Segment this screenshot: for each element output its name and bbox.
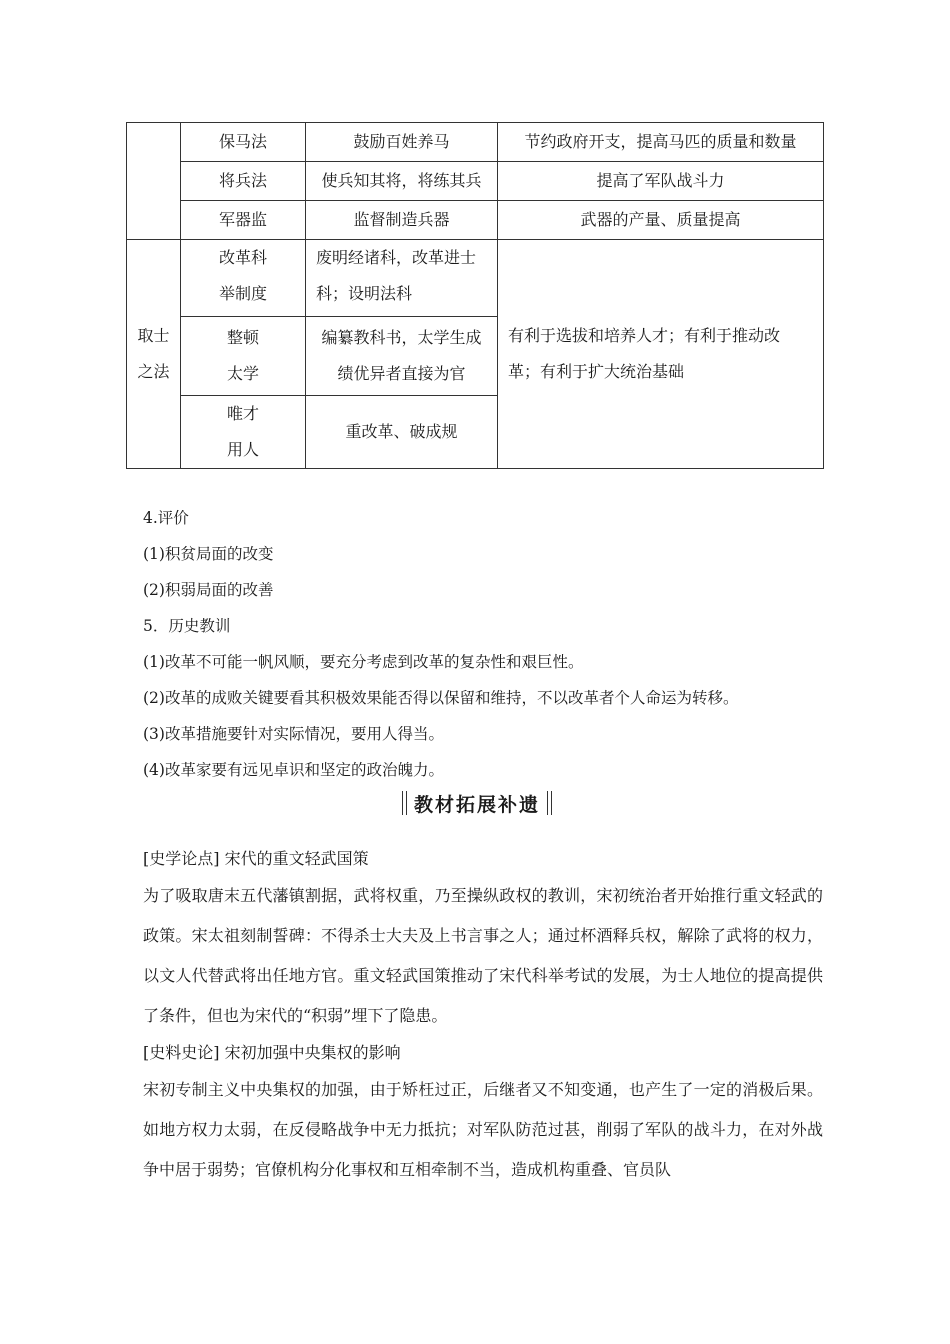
- measure-line: 唯才: [226, 404, 259, 423]
- group-cell-shi: [127, 240, 181, 469]
- table-row: [127, 201, 824, 240]
- banner-title: 教材拓展补遗: [413, 793, 540, 816]
- section-banner: [392, 788, 562, 818]
- measure-cell: 保马法: [181, 123, 306, 162]
- section-historical-material: [143, 1036, 823, 1190]
- banner-bar-left-icon: [402, 791, 407, 815]
- content-cell: 重改革、破成规: [306, 396, 498, 469]
- text-line: 5．历史教训: [143, 617, 231, 635]
- group-cell-military: [127, 123, 181, 240]
- measure-line: 太学: [226, 364, 259, 383]
- measure-line: 用人: [226, 440, 259, 459]
- content-cell: 鼓励百姓养马: [306, 123, 498, 162]
- section-paragraph: 宋初专制主义中央集权的加强，由于矫枉过正，后继者又不知变通，也产生了一定的消极后果。如地方权力太弱，在反侵略战争中无力抵抗；对军队防范过甚，削弱了军队的战斗力，在对外战争中居于弱势；官僚机构分化事权和互相牵制不当，造成机构重叠、官员队: [143, 1080, 823, 1179]
- effect-line: 革；有利于扩大统治基础: [508, 362, 685, 381]
- content-cell: [306, 240, 498, 317]
- section-heading: [史料史论] 宋初加强中央集权的影响: [143, 1043, 401, 1062]
- content-line: 科；设明法科: [316, 284, 413, 303]
- text-line: (2)改革的成败关键要看其积极效果能否得以保留和维持，不以改革者个人命运为转移。: [143, 689, 739, 707]
- measure-line: 改革科: [218, 248, 267, 267]
- content-cell: [306, 317, 498, 396]
- reform-measures-table: [126, 122, 824, 469]
- effect-cell-shi: [498, 240, 824, 469]
- content-cell: 监督制造兵器: [306, 201, 498, 240]
- content-line: 绩优异者直接为官: [337, 364, 466, 383]
- table-row: [127, 240, 824, 317]
- measure-line: 整顿: [226, 328, 259, 347]
- content-cell: 使兵知其将，将练其兵: [306, 162, 498, 201]
- text-line: (4)改革家要有远见卓识和坚定的政治魄力。: [143, 761, 444, 779]
- measure-cell: [181, 240, 306, 317]
- section-heading: [史学论点] 宋代的重文轻武国策: [143, 849, 369, 868]
- effect-cell: 武器的产量、质量提高: [498, 201, 824, 240]
- measure-line: 举制度: [218, 284, 267, 303]
- banner-bar-right-icon: [547, 791, 552, 815]
- measure-cell: [181, 396, 306, 469]
- text-line: (3)改革措施要针对实际情况，要用人得当。: [143, 725, 444, 743]
- text-line: (2)积弱局面的改善: [143, 581, 274, 599]
- evaluation-and-lessons: [143, 500, 823, 788]
- text-line: (1)改革不可能一帆风顺，要充分考虑到改革的复杂性和艰巨性。: [143, 653, 584, 671]
- measure-cell: [181, 317, 306, 396]
- effect-cell: 提高了军队战斗力: [498, 162, 824, 201]
- text-line: (1)积贫局面的改变: [143, 545, 274, 563]
- table-row: [127, 162, 824, 201]
- effect-cell: 节约政府开支，提高马匹的质量和数量: [498, 123, 824, 162]
- content-line: 废明经诸科，改革进士: [316, 248, 477, 267]
- table-row: [127, 123, 824, 162]
- group-label-line: 之法: [137, 362, 170, 381]
- measure-cell: 将兵法: [181, 162, 306, 201]
- text-line: 4.评价: [143, 509, 189, 527]
- section-historical-viewpoint: [143, 842, 823, 1036]
- effect-line: 有利于选拔和培养人才；有利于推动改: [508, 326, 781, 345]
- content-line: 编纂教科书，太学生成: [321, 328, 482, 347]
- group-label-line: 取士: [137, 326, 170, 345]
- measure-cell: 军器监: [181, 201, 306, 240]
- section-paragraph: 为了吸取唐末五代藩镇割据，武将权重，乃至操纵政权的教训，宋初统治者开始推行重文轻武的政策。宋太祖刻制誓碑：不得杀士大夫及上书言事之人；通过杯酒释兵权，解除了武将的权力，以文人代替武将出任地方官。重文轻武国策推动了宋代科举考试的发展，为士人地位的提高提供了条件，但也为宋代的“积弱”埋下了隐患。: [143, 886, 823, 1025]
